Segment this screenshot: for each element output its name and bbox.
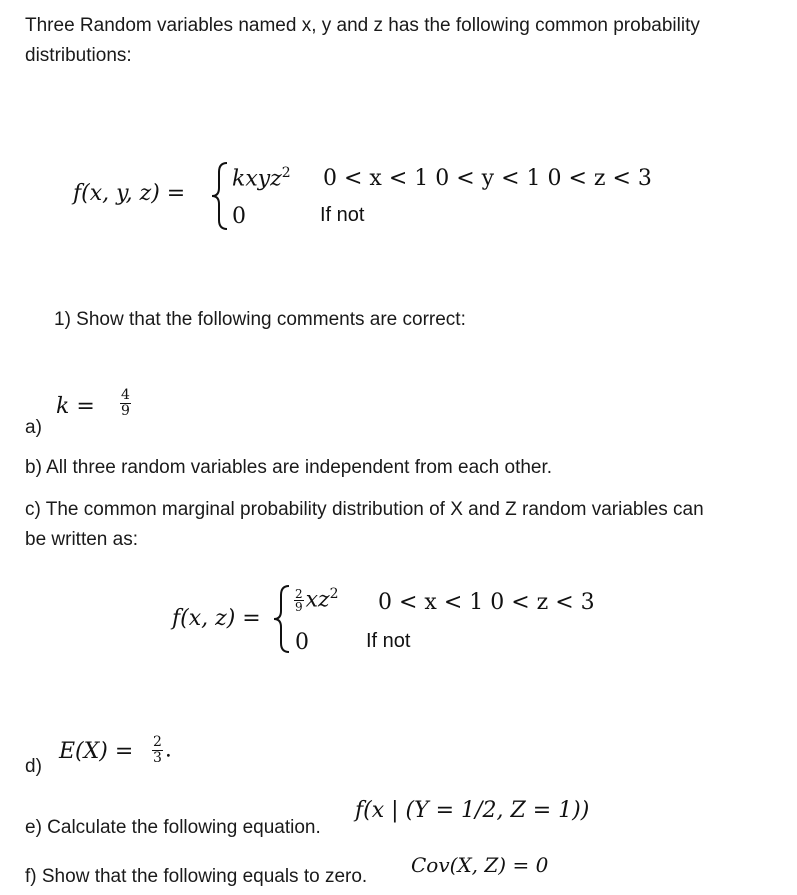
- part-d-label: d): [25, 756, 42, 777]
- part-e-text: e) Calculate the following equation.: [25, 817, 321, 838]
- intro-line-1: Three Random variables named x, y and z has the following common probability: [25, 15, 700, 36]
- eq1-lhs: f(x, y, z) =: [73, 181, 186, 206]
- eq2-case2-expr: 0: [295, 630, 309, 655]
- part-b-text: b) All three random variables are independent from each other.: [25, 457, 553, 478]
- eq2-case1-expr: $\frac{2}{9}$ $xz^2$: [295, 586, 339, 614]
- eq1-case2-condition: If not: [320, 204, 365, 226]
- eq2-case2-condition: If not: [366, 630, 411, 652]
- eq2-brace: [272, 583, 292, 655]
- eq1-case1-expr: kxyz$^2$: [232, 165, 291, 192]
- part-a-label: a): [25, 417, 42, 438]
- part-c-line-2: be written as:: [25, 529, 138, 550]
- eq2-lhs: f(x, z) =: [172, 606, 261, 631]
- part-c-line-1: c) The common marginal probability distribution of X and Z random variables can: [25, 499, 704, 520]
- part-f-expression: Cov(X, Z) = 0: [411, 853, 549, 877]
- part-a-lhs: k =: [56, 394, 95, 419]
- part-f-text: f) Show that the following equals to zero.: [25, 866, 368, 887]
- part-a-fraction: $\frac{4}{9}$: [121, 387, 130, 419]
- item-1-heading: 1) Show that the following comments are correct:: [54, 309, 466, 330]
- eq1-case2-expr: 0: [232, 204, 246, 229]
- eq1-brace: [210, 160, 230, 232]
- part-e-expression: f(x | (Y = 1/2, Z = 1)): [355, 798, 590, 823]
- eq2-case1-condition: 0 < x < 1 0 < z < 3: [378, 590, 595, 615]
- eq1-case1-condition: 0 < x < 1 0 < y < 1 0 < z < 3: [323, 166, 652, 191]
- intro-line-2: distributions:: [25, 45, 132, 66]
- part-d-lhs: E(X) =: [59, 739, 134, 764]
- part-d-fraction: $\frac{2}{3}$ .: [153, 734, 172, 766]
